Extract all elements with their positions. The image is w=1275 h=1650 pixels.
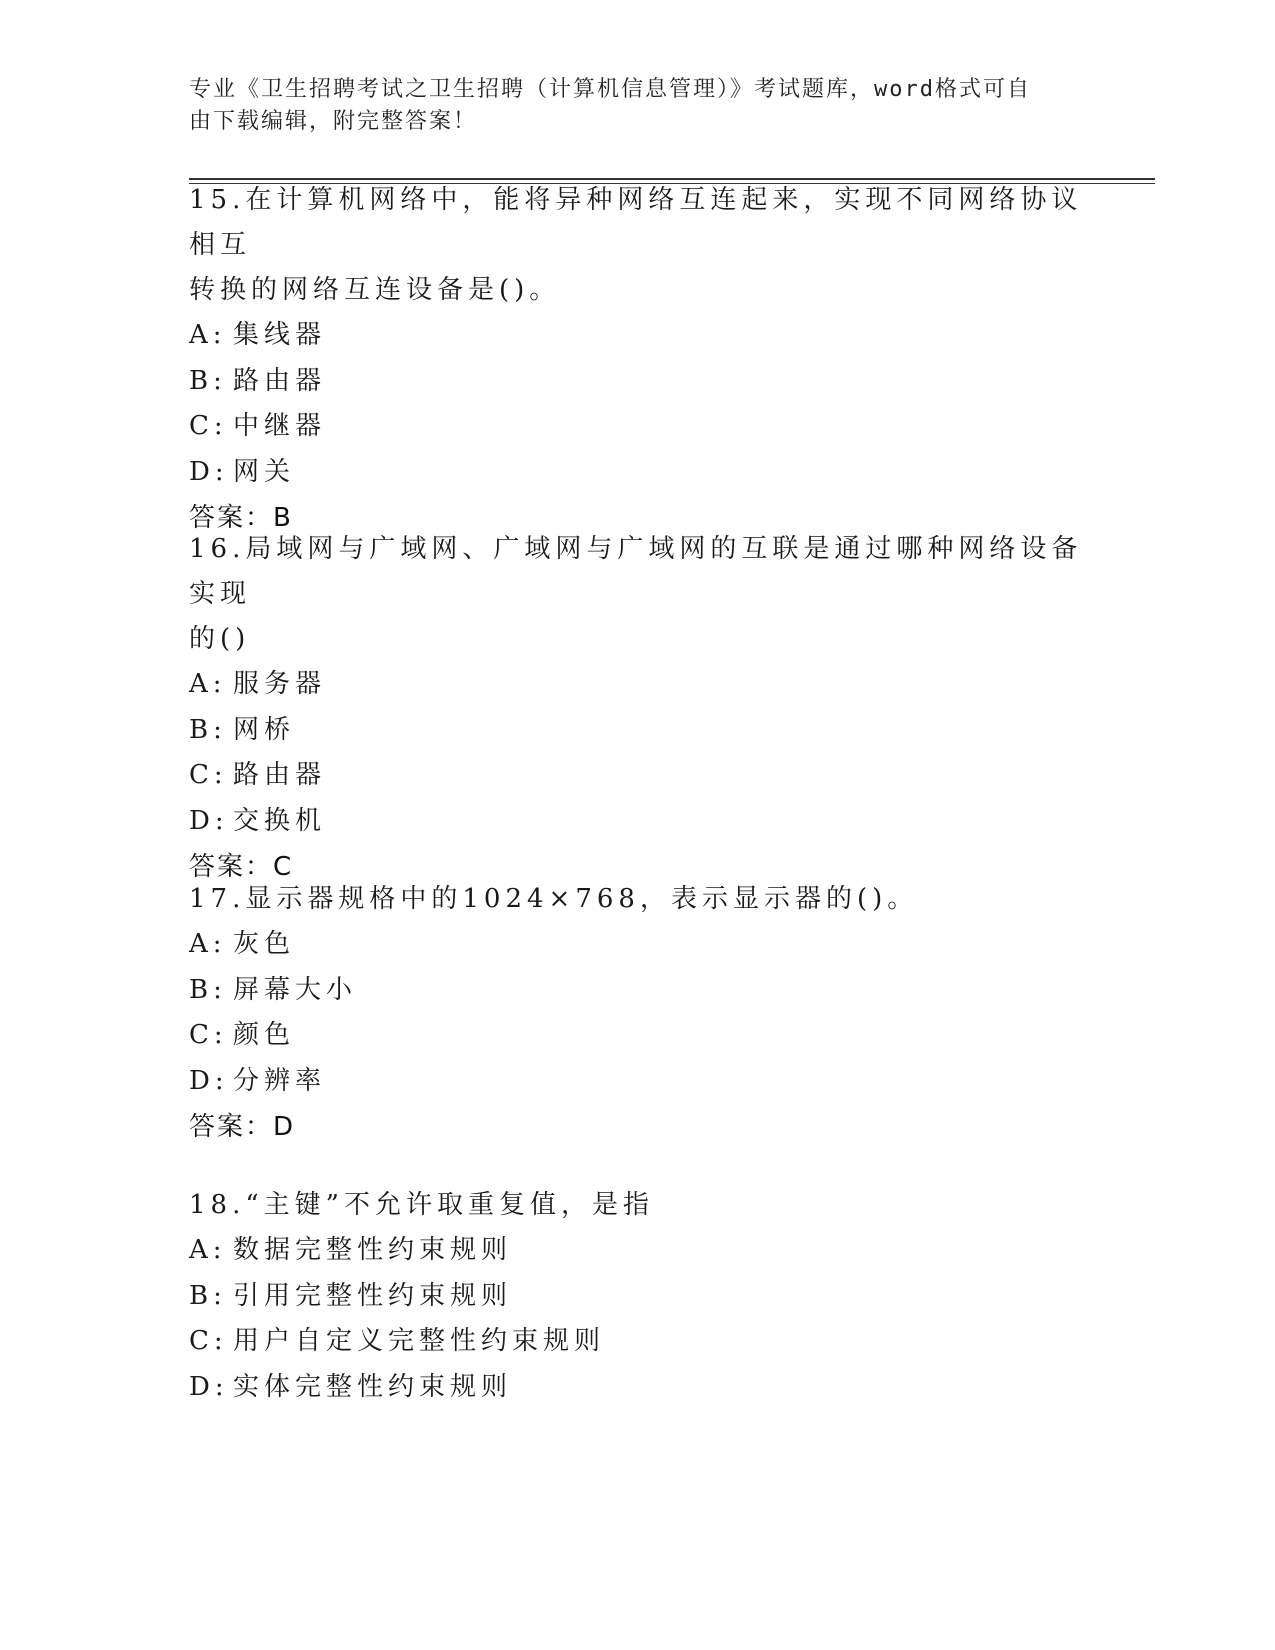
option-text: 网桥 (233, 714, 296, 745)
option-text: 实体完整性约束规则 (233, 1371, 513, 1402)
option-a (189, 922, 1089, 968)
option-key: C: (189, 1020, 228, 1050)
option-text: 引用完整性约束规则 (233, 1280, 513, 1311)
option-b (189, 1274, 1089, 1320)
question-number: 17. (189, 884, 246, 914)
question-stem-line-1: 显示器规格中的1024×768，表示显示器的()。 (245, 884, 919, 914)
question-text (189, 1183, 1089, 1228)
header-line-1: 专业《卫生招聘考试之卫生招聘（计算机信息管理）》考试题库，word格式可自 (189, 77, 1031, 102)
option-key: B: (189, 974, 227, 1005)
option-text: 分辨率 (233, 1065, 327, 1096)
answer-value: C (273, 852, 294, 882)
question-number: 15. (189, 185, 246, 215)
question-text (189, 877, 1089, 922)
option-text: 灰色 (233, 929, 296, 959)
option-text: 路由器 (233, 365, 327, 396)
question-stem-line-1: “主键”不允许取重复值，是指 (245, 1190, 654, 1220)
option-text: 用户自定义完整性约束规则 (233, 1326, 606, 1356)
answer-value: B (273, 503, 293, 533)
option-key: B: (189, 1280, 227, 1311)
option-key: D: (189, 1065, 229, 1096)
option-text: 网关 (233, 456, 296, 487)
question-text (189, 527, 1089, 617)
question-17 (189, 877, 1089, 1150)
question-stem-line-2: 的() (189, 624, 251, 654)
header-line-2: 由下载编辑，附完整答案！ (189, 109, 478, 134)
option-c (189, 404, 1089, 450)
answer-line (189, 1104, 1089, 1150)
option-d (189, 799, 1089, 845)
option-key: B: (189, 714, 227, 745)
option-key: A: (189, 929, 227, 959)
option-key: A: (189, 320, 227, 350)
option-key: C: (189, 760, 228, 790)
option-d (189, 1059, 1089, 1105)
option-key: A: (189, 669, 227, 699)
option-text: 路由器 (233, 760, 327, 790)
option-key: C: (189, 1326, 228, 1356)
option-d (189, 1365, 1089, 1411)
option-text: 服务器 (233, 669, 327, 699)
document-header (189, 74, 1079, 138)
option-text: 屏幕大小 (233, 974, 358, 1005)
question-stem-line-1: 局域网与广域网、广域网与广域网的互联是通过哪种网络设备实现 (189, 534, 1083, 609)
option-key: D: (189, 1371, 229, 1402)
option-c (189, 753, 1089, 799)
option-text: 交换机 (233, 805, 327, 836)
answer-value: D (273, 1112, 296, 1142)
question-stem-line-2: 转换的网络互连设备是()。 (189, 275, 561, 305)
option-key: D: (189, 456, 229, 487)
answer-label: 答案： (189, 852, 274, 882)
question-16 (189, 527, 1089, 890)
option-a (189, 1228, 1089, 1274)
question-number: 16. (189, 534, 246, 564)
question-15 (189, 178, 1089, 541)
answer-label: 答案： (189, 503, 274, 533)
question-stem-line-1: 在计算机网络中，能将异种网络互连起来，实现不同网络协议相互 (189, 185, 1083, 260)
option-d (189, 450, 1089, 496)
option-a (189, 662, 1089, 708)
option-key: D: (189, 805, 229, 836)
option-text: 数据完整性约束规则 (233, 1235, 513, 1265)
option-a (189, 313, 1089, 359)
option-b (189, 708, 1089, 754)
option-c (189, 1319, 1089, 1365)
option-key: C: (189, 411, 228, 441)
question-18 (189, 1183, 1089, 1410)
option-key: B: (189, 365, 227, 396)
option-text: 颜色 (233, 1020, 296, 1050)
option-key: A: (189, 1235, 227, 1265)
option-b (189, 968, 1089, 1014)
question-text (189, 178, 1089, 268)
option-b (189, 359, 1089, 405)
option-text: 集线器 (233, 320, 327, 350)
option-text: 中继器 (233, 411, 327, 441)
option-c (189, 1013, 1089, 1059)
question-number: 18. (189, 1190, 246, 1220)
answer-label: 答案： (189, 1112, 274, 1142)
